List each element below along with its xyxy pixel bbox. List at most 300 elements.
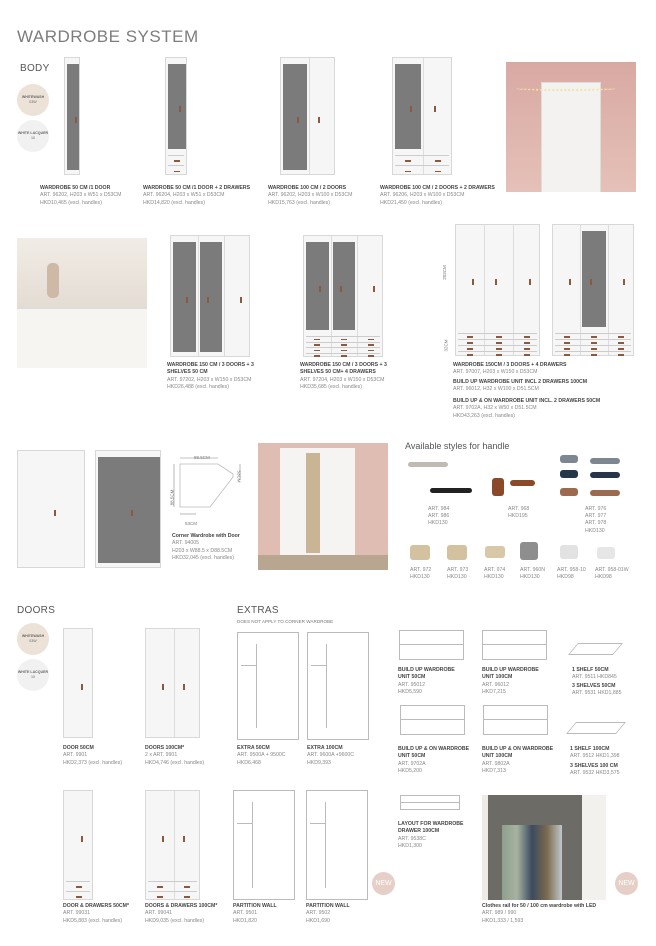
- door-divider: [309, 58, 310, 174]
- shelf-line: [237, 823, 252, 824]
- drawer-handle: [618, 342, 624, 344]
- handle: [207, 297, 209, 303]
- corner-wardrobe-photo: [258, 443, 388, 570]
- drawer-handle: [184, 896, 190, 898]
- corner-depth-label: 88.5CM: [169, 489, 175, 506]
- handle-image: [430, 488, 472, 493]
- handle: [183, 836, 185, 842]
- handle-detail: ART. 977: [585, 513, 607, 520]
- product-caption: [482, 746, 557, 776]
- handle-option[interactable]: [428, 506, 449, 528]
- product-caption: [172, 533, 262, 563]
- line-drawing: [482, 630, 547, 660]
- product-name: BUILD UP WARDROBE UNIT INCL 2 DRAWERS 100CM: [453, 379, 588, 385]
- drawer-handle: [341, 344, 347, 346]
- product-caption: [143, 185, 263, 207]
- handle-detail: HKD130: [585, 527, 605, 534]
- handle-image: [485, 546, 505, 558]
- drawer-handle: [618, 354, 624, 356]
- drawer-handle: [467, 354, 473, 356]
- drawer-line: [483, 644, 546, 645]
- product-name: LAYOUT FOR WARDROBE DRAWER 100CM: [398, 821, 464, 835]
- shelf-line: [310, 823, 325, 824]
- drawer-line: [555, 339, 631, 340]
- drawer-handle: [591, 348, 597, 350]
- swatch-code: 03W: [29, 100, 37, 104]
- drawer-handle: [341, 339, 347, 341]
- product-caption: [63, 745, 148, 767]
- handle-detail: ART. 958-01W: [595, 567, 629, 573]
- handle: [186, 297, 188, 303]
- product-name: WARDROBE 100 CM / 2 DOORS + 2 DRAWERS: [380, 185, 495, 191]
- drawer-handle: [341, 350, 347, 352]
- door-divider: [224, 236, 225, 356]
- drawer-handle: [467, 348, 473, 350]
- product-detail: ART. 97007, H203 x W150 x D53CM: [453, 369, 538, 376]
- drawer-handle: [368, 355, 374, 357]
- product-name: EXTRA 50CM: [237, 745, 270, 751]
- wardrobe-image: [63, 790, 93, 900]
- handle-image: [492, 478, 504, 496]
- drawer-line: [400, 644, 463, 645]
- corner-front-label: 53CM: [185, 521, 198, 526]
- extras-subtitle: DOES NOT APPLY TO CORNER WARDROBE: [237, 619, 334, 624]
- room-photo-pink: [506, 62, 636, 192]
- handle: [529, 279, 531, 285]
- door-divider: [423, 58, 424, 174]
- line-drawing: [306, 790, 368, 900]
- product-detail: HKD35,685 (excl. handles): [300, 384, 362, 391]
- drawer-handle: [564, 354, 570, 356]
- product-detail: ART. 9802A: [482, 760, 510, 767]
- product-detail: ART. 9511 HKD845: [572, 674, 617, 681]
- handle: [81, 684, 83, 690]
- drawer-line: [66, 891, 90, 892]
- product-detail: HKD9,035 (excl. handles): [145, 917, 205, 924]
- wardrobe-image: [63, 628, 93, 738]
- product-name: WARDROBE 50 CM /1 DOOR + 2 DRAWERS: [143, 185, 251, 191]
- product-detail: HKD15,763 (excl. handles): [268, 199, 330, 206]
- handle-detail: ART. 974: [484, 567, 506, 573]
- product-detail: ART. 97204, H203 x W150 x D53CM: [300, 376, 385, 383]
- handle-image: [447, 545, 467, 560]
- product-caption: [482, 667, 552, 697]
- wardrobe-image: [552, 224, 634, 356]
- product-name: BUILD UP & ON WARDROBE UNIT 100CM: [482, 746, 554, 760]
- drawer-handle: [496, 342, 502, 344]
- drawer-handle: [368, 350, 374, 352]
- drawer-line: [306, 347, 380, 348]
- handle: [340, 286, 342, 292]
- drawer-handle: [184, 886, 190, 888]
- handle-option[interactable]: [484, 567, 505, 581]
- product-name: BUILD UP WARDROBE UNIT 100CM: [482, 667, 539, 681]
- product-detail: ART. 9512 HKD1,398: [570, 753, 620, 760]
- product-name: WARDROBE 50 CM /1 DOOR: [40, 185, 111, 191]
- product-detail: HKD7,215: [482, 689, 506, 696]
- product-caption: [268, 185, 368, 207]
- drawer-handle: [496, 336, 502, 338]
- handle: [319, 286, 321, 292]
- product-name: WARDROBE 150 CM / 3 DOORS + 3 SHELVES 50 CM: [167, 362, 254, 376]
- product-name: PARTITION WALL: [306, 903, 350, 909]
- product-caption: [572, 667, 642, 682]
- door-divider: [357, 236, 358, 356]
- drawer-handle: [524, 342, 530, 344]
- product-detail: HKD9,393: [307, 759, 331, 766]
- product-caption: [237, 745, 302, 767]
- drawer-line: [458, 333, 537, 334]
- handle-detail: ART. 973: [447, 567, 469, 573]
- product-detail: ART. 94005: [172, 540, 200, 547]
- product-detail: HKD10,465 (excl. handles): [40, 199, 102, 206]
- product-detail: ART. 95012: [398, 681, 426, 688]
- handle: [162, 836, 164, 842]
- product-detail: HKD14,820 (excl. handles): [143, 199, 205, 206]
- product-detail: ART. 97202, H203 x W150 x D53CM: [167, 376, 252, 383]
- handle-detail: HKD98: [595, 574, 612, 581]
- height-label: 203CM: [441, 265, 447, 280]
- drawer-handle: [564, 336, 570, 338]
- drawer-line: [555, 351, 631, 352]
- door-divider: [331, 236, 332, 356]
- handle: [373, 286, 375, 292]
- product-name: Clothes rail for 50 / 100 cm wardrobe with LED: [482, 903, 597, 909]
- open-interior: [333, 242, 356, 330]
- handle-detail: HKD130: [410, 574, 430, 581]
- swatch-name: WHITE LACQUER: [17, 670, 49, 674]
- drawer-handle: [435, 171, 441, 173]
- drawer-handle: [496, 348, 502, 350]
- product-caption: [307, 745, 372, 767]
- door-divider: [608, 225, 609, 355]
- product-caption: [572, 683, 642, 698]
- drawer-line: [306, 336, 380, 337]
- handle-detail: ART. 958-10: [557, 567, 586, 573]
- product-detail: ART. 96202, H203 x W51 x D53CM: [40, 192, 122, 199]
- drawer-handle: [341, 355, 347, 357]
- wardrobe-image: [170, 235, 250, 357]
- door-divider: [484, 225, 485, 355]
- product-caption: [145, 745, 230, 767]
- product-caption: [398, 746, 473, 776]
- product-name: WARDROBE 150 CM / 3 DOORS + 3 SHELVES 50 CM+ 4 DRAWERS: [300, 362, 387, 376]
- drawer-handle: [591, 342, 597, 344]
- body-section-label: BODY: [20, 63, 50, 74]
- drawer-handle: [564, 342, 570, 344]
- product-name: 1 SHELF 50CM: [572, 667, 609, 673]
- product-name: PARTITION WALL: [233, 903, 277, 909]
- drawer-handle: [314, 344, 320, 346]
- extras-section-label: EXTRAS: [237, 605, 279, 616]
- product-detail: ART. 9532 HKD3,575: [570, 770, 620, 777]
- door-divider: [580, 225, 581, 355]
- drawer-handle: [157, 896, 163, 898]
- drawer-handle: [157, 886, 163, 888]
- doors-section-label: DOORS: [17, 605, 56, 616]
- drawer-handle: [405, 160, 411, 162]
- line-drawing: [483, 705, 548, 735]
- product-detail: ART. 989 / 990: [482, 910, 517, 917]
- handle-detail: ART. 972: [410, 567, 432, 573]
- drawer-handle: [435, 160, 441, 162]
- product-detail: H203 x W88.5 x D88.5CM: [172, 547, 233, 554]
- product-detail: HKD43,263 (excl. handles): [453, 412, 515, 419]
- corner-diagram: [168, 452, 250, 532]
- drawer-line: [555, 333, 631, 334]
- product-detail: HKD1,820: [233, 917, 257, 924]
- handle-detail: HKD195: [508, 513, 528, 520]
- drawer-handle: [405, 171, 411, 173]
- drawer-handle: [174, 171, 180, 173]
- product-detail: HKD32,045 (excl. handles): [172, 555, 234, 562]
- handle: [495, 279, 497, 285]
- product-caption: [398, 667, 468, 697]
- product-detail: HKD5,883 (excl. handles): [63, 917, 123, 924]
- product-caption: [453, 398, 643, 420]
- handle: [569, 279, 571, 285]
- handle-option[interactable]: [595, 567, 629, 581]
- product-detail: ART. 9600A +9600C: [307, 752, 355, 759]
- drawer-handle: [618, 348, 624, 350]
- line-drawing: [237, 632, 299, 740]
- finish-swatch[interactable]: [17, 659, 49, 691]
- finish-swatch[interactable]: [17, 623, 49, 655]
- product-detail: ART. 96202, H203 x W100 x D53CM: [268, 192, 353, 199]
- drawer-handle: [591, 354, 597, 356]
- product-detail: ART. 96012, H32 x W100 x D51.5CM: [453, 386, 539, 393]
- swatch-name: WHITEWASH: [21, 634, 45, 638]
- handle: [162, 684, 164, 690]
- product-caption: [453, 362, 643, 377]
- open-interior: [306, 242, 329, 330]
- product-caption: [380, 185, 510, 207]
- drawer-handle: [564, 348, 570, 350]
- product-detail: ART. 9901: [63, 752, 88, 759]
- handle-image: [590, 490, 620, 496]
- handle: [410, 106, 412, 112]
- product-caption: [145, 903, 230, 925]
- product-detail: ART. 99041: [145, 910, 173, 917]
- handle-image: [560, 545, 578, 559]
- handle-image: [560, 488, 578, 496]
- open-interior: [283, 64, 307, 170]
- product-caption: [233, 903, 298, 925]
- line-drawing: [399, 630, 464, 660]
- product-name: DOOR & DRAWERS 50CM*: [63, 903, 130, 909]
- partition-line: [252, 802, 253, 888]
- handle-image: [410, 545, 430, 560]
- partition-line: [325, 802, 326, 888]
- wardrobe-image: [280, 57, 335, 175]
- shelf-drawing: [568, 643, 623, 655]
- wardrobe-image: [145, 790, 200, 900]
- swatch-code: 10: [31, 675, 35, 679]
- product-detail: ART. 9502: [306, 910, 331, 917]
- corner-width-label: 88.5CM: [194, 455, 210, 460]
- product-detail: ART. 9501: [233, 910, 258, 917]
- drawer-handle: [524, 354, 530, 356]
- product-detail: ART. 9500A + 9500C: [237, 752, 286, 759]
- swatch-code: 10: [31, 136, 35, 140]
- product-detail: ART. 9538C: [398, 835, 426, 842]
- handle: [623, 279, 625, 285]
- product-detail: HKD1,333 / 1,593: [482, 917, 524, 924]
- swatch-code: 03W: [29, 639, 37, 643]
- drawer-line: [148, 891, 197, 892]
- handle-image: [510, 480, 535, 486]
- partition-line: [256, 644, 257, 729]
- product-caption: [398, 821, 473, 851]
- open-interior: [168, 64, 186, 149]
- wardrobe-image: [303, 235, 383, 357]
- handles-title: Available styles for handle: [405, 441, 510, 451]
- product-detail: 2 x ART. 9901: [145, 752, 178, 759]
- handle: [183, 684, 185, 690]
- product-detail: HKD1,300: [398, 843, 422, 850]
- handle: [472, 279, 474, 285]
- page-title: WARDROBE SYSTEM: [17, 27, 199, 46]
- handle-image: [520, 542, 538, 560]
- open-interior: [67, 64, 79, 170]
- handle-detail: HKD98: [557, 574, 574, 581]
- product-detail: ART. 99031: [63, 910, 91, 917]
- new-badge: NEW: [615, 872, 638, 895]
- drawer-photo: [17, 238, 147, 368]
- handle-detail: ART. 968: [508, 506, 530, 512]
- product-detail: HKD2,373 (excl. handles): [63, 759, 123, 766]
- handle: [590, 279, 592, 285]
- clothes-rail-photo: [482, 795, 606, 900]
- handle-detail: ART. 978: [585, 520, 607, 527]
- open-interior: [395, 64, 421, 149]
- handle: [240, 297, 242, 303]
- drawer-handle: [76, 896, 82, 898]
- corner-side-label: 53CM: [236, 470, 242, 483]
- wardrobe-image: [392, 57, 452, 175]
- line-drawing: [307, 632, 369, 740]
- line-drawing: [400, 795, 460, 810]
- product-caption: [40, 185, 140, 207]
- swatch-name: WHITE LACQUER: [17, 131, 49, 135]
- finish-swatch[interactable]: [17, 84, 49, 116]
- drawer-handle: [368, 339, 374, 341]
- product-caption: [63, 903, 148, 925]
- shelf-drawing: [566, 722, 626, 734]
- product-detail: ART. 9702A: [398, 760, 426, 767]
- drawer-handle: [496, 354, 502, 356]
- wardrobe-image: [455, 224, 540, 356]
- handle-option[interactable]: [508, 506, 529, 520]
- drawer-handle: [314, 339, 320, 341]
- drawer-line: [555, 345, 631, 346]
- drawer-handle: [314, 355, 320, 357]
- handle: [318, 117, 320, 123]
- wardrobe-image: [64, 57, 80, 175]
- finish-swatch[interactable]: [17, 120, 49, 152]
- handle: [434, 106, 436, 112]
- drawer-line: [168, 165, 184, 166]
- drawer-handle: [467, 342, 473, 344]
- drawer-line: [401, 802, 459, 803]
- product-name: DOORS 100CM*: [145, 745, 185, 751]
- product-detail: HKD5,590: [398, 689, 422, 696]
- handle: [131, 510, 133, 516]
- drawer-line: [458, 339, 537, 340]
- drawer-handle: [524, 336, 530, 338]
- door-divider: [198, 236, 199, 356]
- handle-detail: HKD130: [520, 574, 540, 581]
- drawer-handle: [524, 348, 530, 350]
- handle-image: [560, 455, 578, 463]
- swatch-name: WHITEWASH: [21, 95, 45, 99]
- shelf-line: [311, 665, 326, 666]
- product-name: BUILD UP & ON WARDROBE UNIT 50CM: [398, 746, 470, 760]
- handle: [297, 117, 299, 123]
- handle-detail: HKD130: [484, 574, 504, 581]
- product-caption: [453, 379, 643, 394]
- handle-detail: ART. 984: [428, 506, 450, 512]
- product-detail: HKD26,488 (excl. handles): [167, 384, 229, 391]
- handle: [179, 106, 181, 112]
- handle-option[interactable]: [410, 567, 431, 581]
- product-name: DOOR 50CM: [63, 745, 94, 751]
- handle-image: [590, 472, 620, 478]
- product-caption: [482, 903, 632, 925]
- drawer-handle: [467, 336, 473, 338]
- handle-option[interactable]: [557, 567, 586, 581]
- open-interior: [582, 231, 605, 327]
- drawer-line: [458, 351, 537, 352]
- handle: [54, 510, 56, 516]
- handle-detail: ART. 960N: [520, 567, 545, 573]
- drawer-handle: [591, 336, 597, 338]
- product-detail: HKD6,468: [237, 759, 261, 766]
- product-name: BUILD UP & ON WARDROBE UNIT INCL. 2 DRAWERS 50CM: [453, 398, 601, 404]
- open-interior: [173, 242, 196, 352]
- handle-image: [408, 462, 448, 467]
- build-height-label: 32CM: [443, 339, 449, 352]
- handle-detail: HKD130: [428, 520, 448, 527]
- product-name: Corner Wardrobe with Door: [172, 533, 240, 539]
- handle-image: [597, 547, 615, 559]
- drawer-handle: [174, 160, 180, 162]
- drawer-line: [484, 719, 547, 720]
- drawer-line: [395, 155, 449, 156]
- wardrobe-image: [95, 450, 161, 568]
- product-name: WARDROBE 150CM / 3 DOORS + 4 DRAWERS: [453, 362, 567, 368]
- product-detail: HKD7,313: [482, 768, 506, 775]
- handle-option[interactable]: [585, 506, 606, 535]
- product-caption: [570, 746, 640, 761]
- product-detail: ART. 9702A, H32 x W50 x D51.5CM: [453, 405, 537, 412]
- product-detail: HKD4,746 (excl. handles): [145, 759, 205, 766]
- partition-line: [326, 644, 327, 729]
- product-name: WARDROBE 100 CM / 2 DOORS: [268, 185, 347, 191]
- product-name: 3 SHELVES 100 CM: [570, 763, 618, 769]
- product-detail: ART. 96206, H203 x W100 x D53CM: [380, 192, 465, 199]
- drawer-handle: [76, 886, 82, 888]
- door-divider: [174, 791, 175, 899]
- handle-option[interactable]: [520, 567, 545, 581]
- handle-option[interactable]: [447, 567, 468, 581]
- product-name: EXTRA 100CM: [307, 745, 343, 751]
- open-interior: [98, 457, 160, 563]
- handle: [75, 117, 77, 123]
- wardrobe-image: [17, 450, 85, 568]
- product-detail: ART. 96204, H203 x W51 x D53CM: [143, 192, 225, 199]
- product-caption: [300, 362, 400, 392]
